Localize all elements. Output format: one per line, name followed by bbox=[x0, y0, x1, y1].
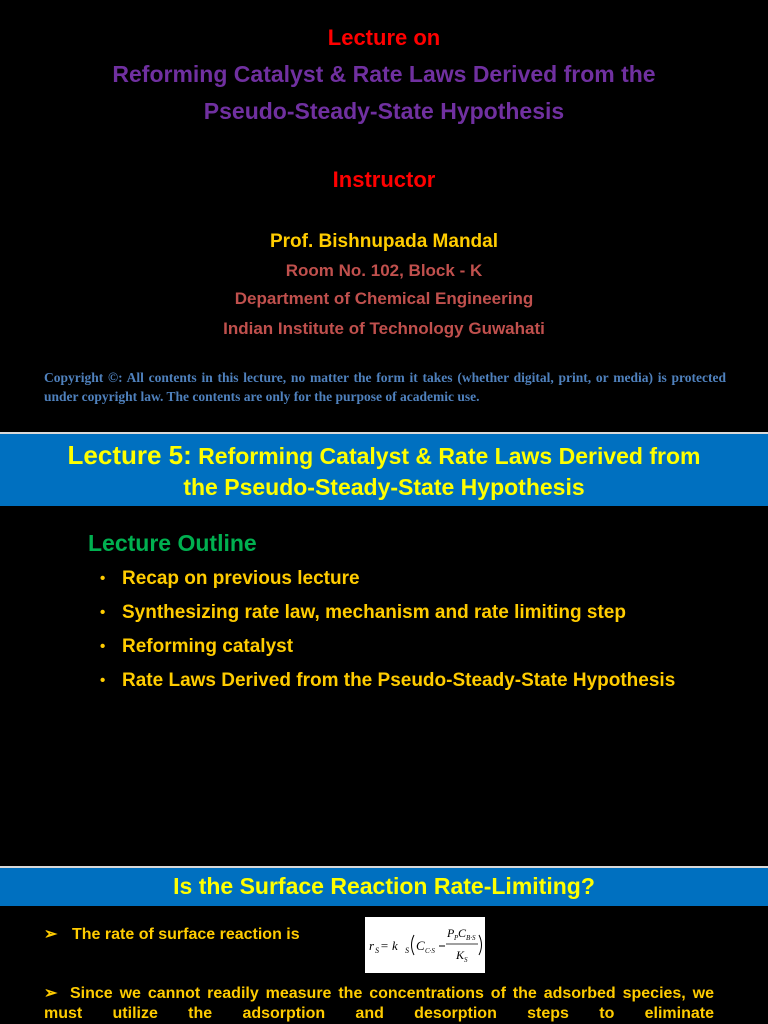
rate-equation-svg bbox=[365, 917, 485, 973]
svg-text:S: S bbox=[405, 946, 409, 955]
bullet-icon: • bbox=[100, 570, 106, 587]
list-item: • Recap on previous lecture bbox=[100, 568, 360, 589]
lecture-number: Lecture 5: bbox=[67, 440, 192, 470]
lecture-outline-heading: Lecture Outline bbox=[88, 530, 257, 556]
svg-text:C: C bbox=[416, 938, 425, 953]
lecture-5-banner bbox=[0, 432, 768, 506]
svg-text:= k: = k bbox=[380, 938, 398, 953]
svg-text:C: C bbox=[458, 926, 467, 940]
lecture-on-heading: Lecture on bbox=[327, 25, 441, 50]
arrow-bullet-icon: ➢ bbox=[44, 926, 58, 943]
title-slide bbox=[0, 0, 768, 432]
lecture-title-line-1: Reforming Catalyst & Rate Laws Derived from the bbox=[112, 61, 656, 87]
instructor-heading: Instructor bbox=[332, 167, 436, 192]
svg-text:S: S bbox=[464, 956, 468, 964]
list-item: • Synthesizing rate law, mechanism and rate limiting step bbox=[100, 602, 626, 623]
institute-name: Indian Institute of Technology Guwahati bbox=[223, 319, 545, 338]
list-item: • Rate Laws Derived from the Pseudo-Steady-State Hypothesis bbox=[100, 670, 676, 691]
banner-title-part-1: Reforming Catalyst & Rate Laws Derived from bbox=[198, 443, 701, 469]
arrow-bullet-icon: ➢ bbox=[44, 985, 58, 1002]
rate-equation-image bbox=[365, 917, 485, 973]
lecture-title-line-2: Pseudo-Steady-State Hypothesis bbox=[203, 98, 565, 124]
svg-text:r: r bbox=[369, 938, 375, 953]
svg-text:K: K bbox=[456, 948, 465, 962]
bullet-icon: • bbox=[100, 638, 106, 655]
svg-text:C·S: C·S bbox=[425, 947, 435, 955]
lecture-outline-list bbox=[100, 566, 680, 702]
bullet-icon: • bbox=[100, 672, 106, 689]
bullet-icon: • bbox=[100, 604, 106, 621]
surface-reaction-banner: Is the Surface Reaction Rate-Limiting? bbox=[0, 866, 768, 906]
professor-name: Prof. Bishnupada Mandal bbox=[269, 231, 499, 252]
svg-text:P: P bbox=[447, 926, 455, 940]
copyright-notice: Copyright ©: All contents in this lecture, no matter the form it takes (whether digital, print, or media) is protected under copyright law. The contents are only for the purpose of academic use. bbox=[44, 370, 726, 404]
svg-text:S: S bbox=[375, 946, 379, 955]
rate-statement-text: The rate of surface reaction is bbox=[72, 926, 300, 943]
rate-statement bbox=[44, 924, 300, 944]
svg-text:B·S: B·S bbox=[466, 934, 476, 942]
svg-text:P: P bbox=[454, 934, 459, 942]
adsorbed-species-paragraph bbox=[44, 984, 714, 1024]
paragraph-text: Since we cannot readily measure the concentrations of the adsorbed species, we must utilize the adsorption and desorption steps to eliminate bbox=[44, 985, 714, 1022]
room-number: Room No. 102, Block - K bbox=[285, 261, 483, 280]
banner-title-part-2: the Pseudo-Steady-State Hypothesis bbox=[183, 474, 585, 500]
department-name: Department of Chemical Engineering bbox=[234, 289, 534, 308]
list-item: • Reforming catalyst bbox=[100, 636, 294, 657]
banner-line-1 bbox=[0, 440, 768, 472]
